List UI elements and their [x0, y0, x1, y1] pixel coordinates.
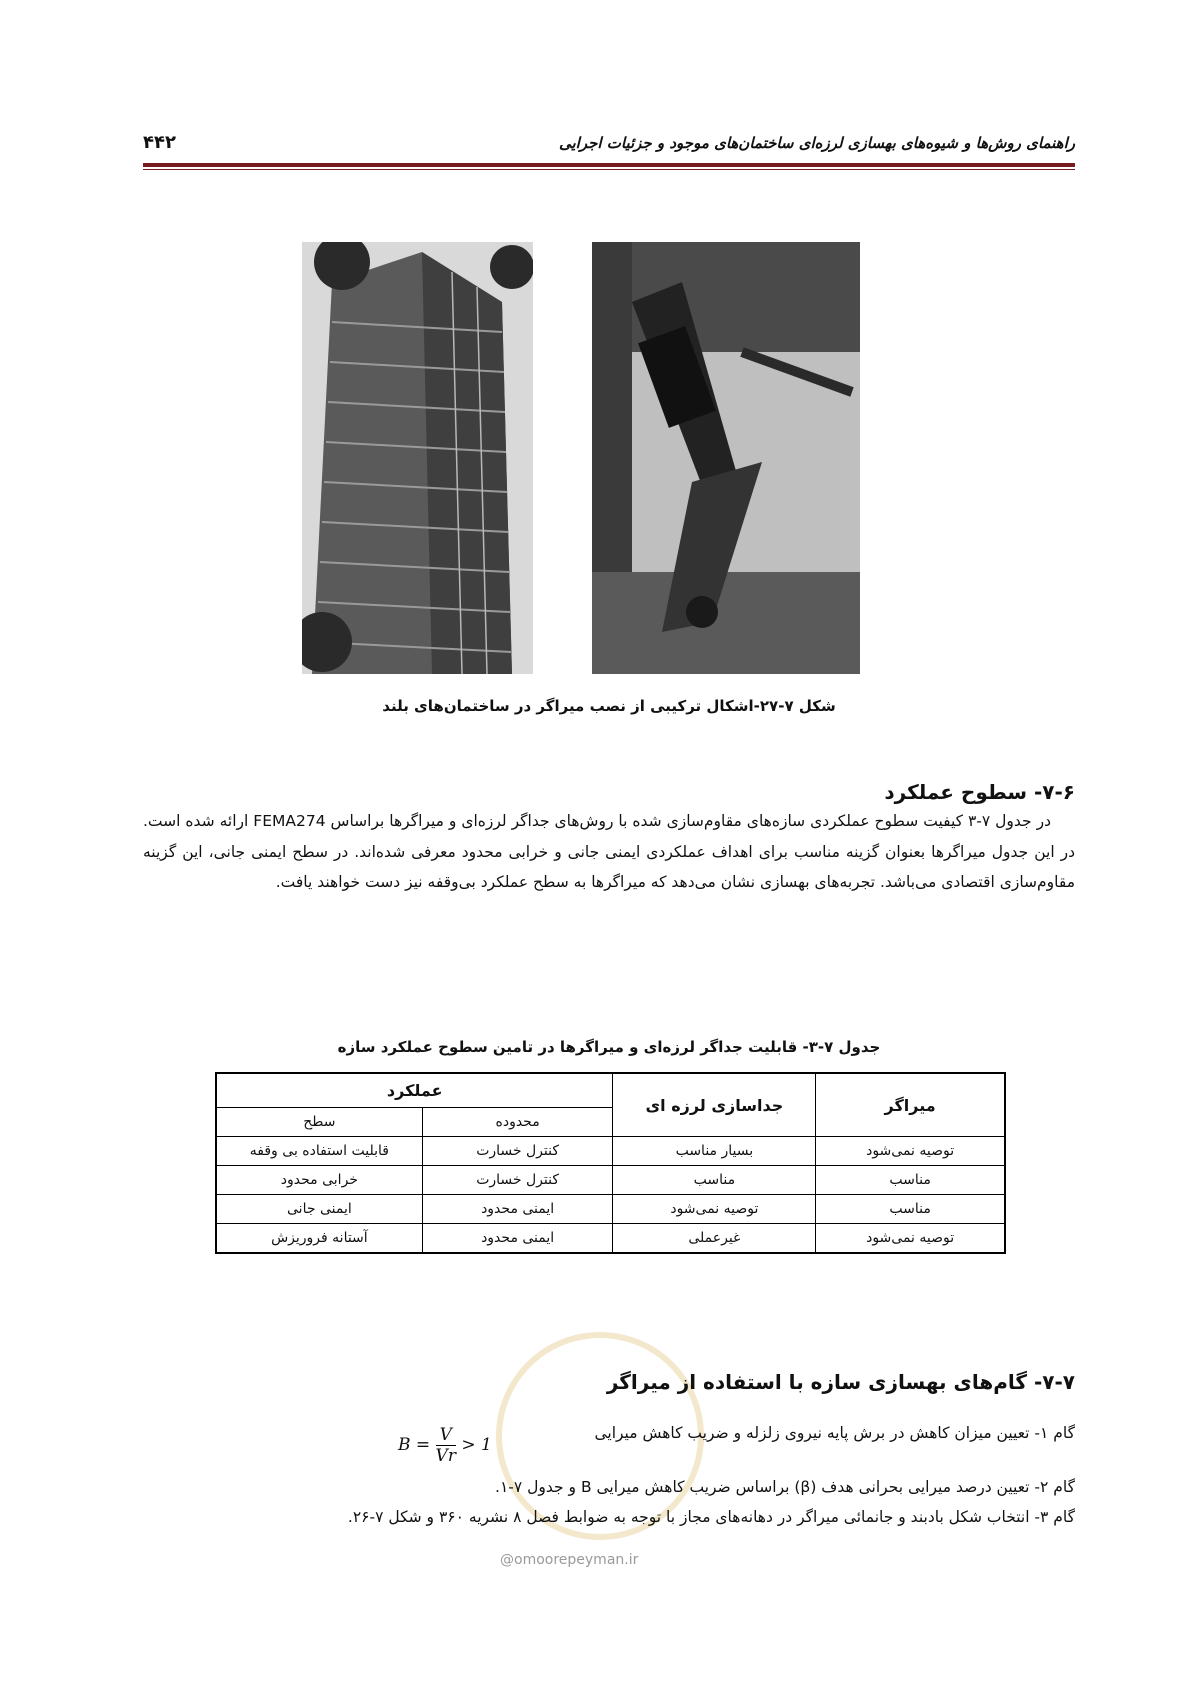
header-title: راهنمای روش‌ها و شیوه‌های بهسازی لرزه‌ای ساختمان‌های موجود و جزئیات اجرایی [558, 134, 1075, 152]
cell-range: کنترل خسارت [422, 1137, 613, 1166]
formula-denominator: Vr [435, 1446, 456, 1466]
cell-isolation: مناسب [613, 1166, 816, 1195]
cell-isolation: بسیار مناسب [613, 1137, 816, 1166]
paragraph-text: در جدول ۷-۳ کیفیت سطوح عملکردی سازه‌های مقاوم‌سازی شده با روش‌های جداگر لرزه‌ای و میراگرها براساس FEMA274 ارائه شده است. در این جدول میراگرها بعنوان گزینه مناسب برای اهداف عملکردی ایمنی جانی و خرابی محدود معرفی شده‌اند. در سطح ایمنی جانی، این گزینه مقاوم‌سازی اقتصادی می‌باشد. تجربه‌های بهسازی نشان می‌دهد که میراگرها به سطح عملکرد بی‌وقفه نیز دست خواهند یافت. [143, 812, 1075, 891]
section-6-paragraph [143, 806, 1075, 898]
cell-damper: مناسب [816, 1166, 1005, 1195]
cell-damper: توصیه نمی‌شود [816, 1224, 1005, 1254]
cell-damper: مناسب [816, 1195, 1005, 1224]
header-isolation: جداسازی لرزه ای [613, 1073, 816, 1137]
building-photo [302, 242, 533, 674]
header-damper: میراگر [816, 1073, 1005, 1137]
page-header [143, 130, 1075, 164]
damper-photo [592, 242, 860, 674]
cell-range: ایمنی محدود [422, 1224, 613, 1254]
table-row [216, 1137, 1005, 1166]
step-2: گام ۲- تعیین درصد میرایی بحرانی هدف (β) براساس ضریب کاهش میرایی B و جدول ۷-۱. [495, 1478, 1075, 1496]
cell-level: آستانه فروریزش [216, 1224, 422, 1254]
header-rule [143, 163, 1075, 167]
table-row [216, 1166, 1005, 1195]
formula-fraction [436, 1425, 456, 1466]
cell-range: ایمنی محدود [422, 1195, 613, 1224]
cell-damper: توصیه نمی‌شود [816, 1137, 1005, 1166]
step-3: گام ۳- انتخاب شکل بادبند و جانمائی میراگر در دهانه‌های مجاز با توجه به ضوابط فصل ۸ نشریه ۳۶۰ و شکل ۷-۲۶. [347, 1508, 1075, 1526]
table-row [216, 1224, 1005, 1254]
step-1: گام ۱- تعیین میزان کاهش در برش پایه نیروی زلزله و ضریب کاهش میرایی [594, 1424, 1075, 1442]
header-performance: عملکرد [216, 1073, 613, 1107]
watermark-text: @omoorepeyman.ir [500, 1552, 639, 1568]
performance-table [215, 1072, 1006, 1254]
formula-rhs: > 1 [461, 1435, 492, 1455]
header-rule-thin [143, 169, 1075, 170]
formula-numerator: V [436, 1425, 456, 1446]
cell-isolation: غیرعملی [613, 1224, 816, 1254]
damping-formula [398, 1425, 492, 1466]
table-caption: جدول ۷-۳- قابلیت جداگر لرزه‌ای و میراگرها در تامین سطوح عملکرد سازه [337, 1038, 881, 1056]
page-number: ۴۴۲ [143, 132, 176, 153]
cell-level: قابلیت استفاده بی وقفه [216, 1137, 422, 1166]
cell-isolation: توصیه نمی‌شود [613, 1195, 816, 1224]
section-6-heading: ۷-۶- سطوح عملکرد [884, 780, 1075, 804]
cell-level: خرابی محدود [216, 1166, 422, 1195]
figure-caption: شکل ۷-۲۷-اشکال ترکیبی از نصب میراگر در ساختمان‌های بلند [382, 697, 836, 715]
cell-level: ایمنی جانی [216, 1195, 422, 1224]
formula-lhs: B = [398, 1435, 431, 1455]
table-row [216, 1195, 1005, 1224]
subheader-level: سطح [216, 1107, 422, 1136]
cell-range: کنترل خسارت [422, 1166, 613, 1195]
section-7-heading: ۷-۷- گام‌های بهسازی سازه با استفاده از میراگر [606, 1370, 1075, 1394]
subheader-range: محدوده [422, 1107, 613, 1136]
